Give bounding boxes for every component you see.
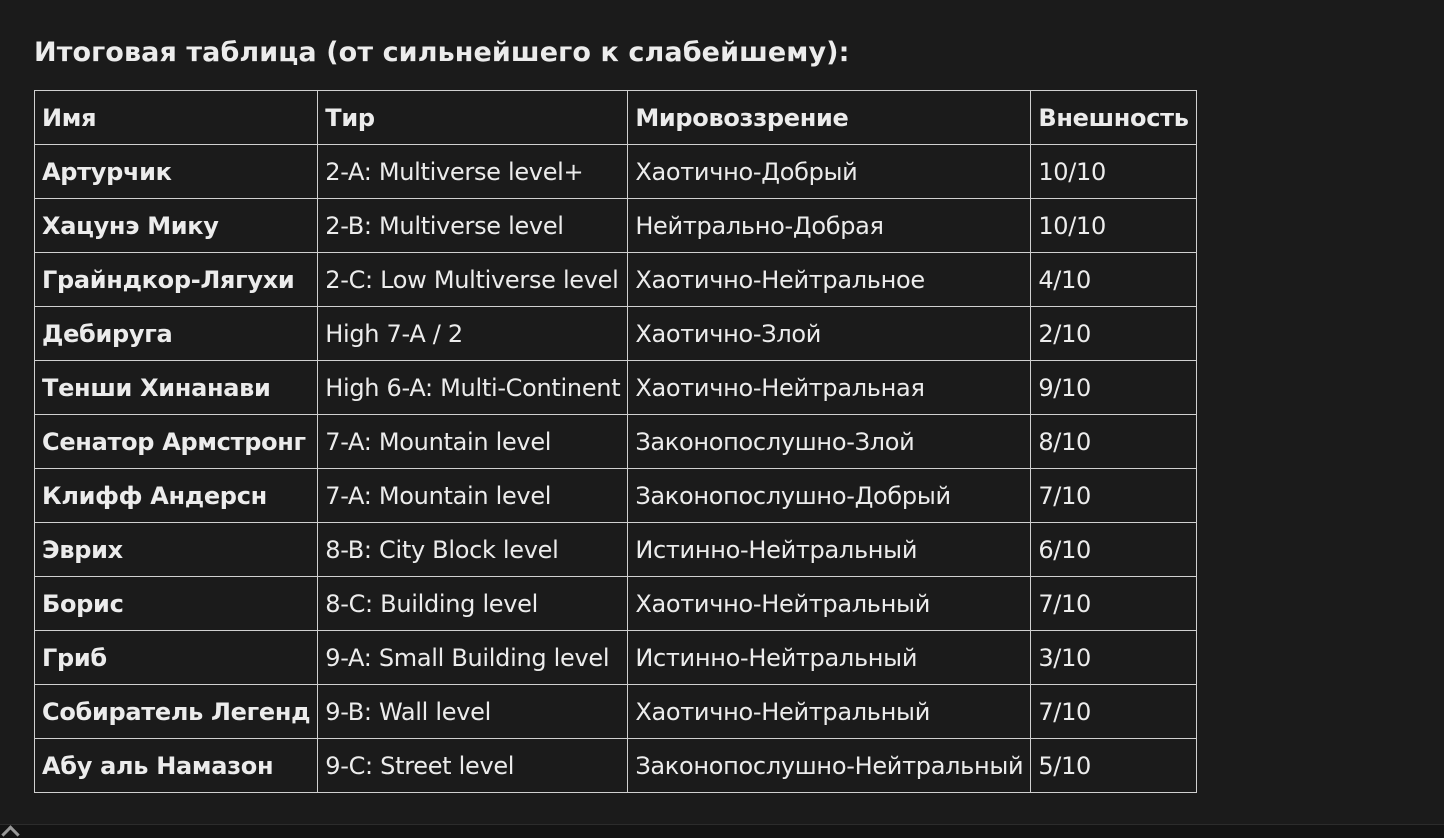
- cell-tier: 2-C: Low Multiverse level: [318, 253, 628, 307]
- cell-alignment: Законопослушно-Злой: [628, 415, 1031, 469]
- header-name: Имя: [35, 91, 318, 145]
- cell-name: Тенши Хинанави: [35, 361, 318, 415]
- table-row: [35, 415, 1197, 469]
- table-row: [35, 631, 1197, 685]
- bottom-bar: [0, 824, 1444, 838]
- header-alignment: Мировоззрение: [628, 91, 1031, 145]
- cell-name: Эврих: [35, 523, 318, 577]
- cell-appearance: 7/10: [1031, 685, 1196, 739]
- cell-alignment: Хаотично-Добрый: [628, 145, 1031, 199]
- table-row: [35, 145, 1197, 199]
- table-row: [35, 469, 1197, 523]
- cell-tier: 8-C: Building level: [318, 577, 628, 631]
- cell-name: Хацунэ Мику: [35, 199, 318, 253]
- cell-appearance: 5/10: [1031, 739, 1196, 793]
- cell-alignment: Истинно-Нейтральный: [628, 523, 1031, 577]
- table-row: [35, 685, 1197, 739]
- cell-appearance: 2/10: [1031, 307, 1196, 361]
- message-content: [34, 30, 1189, 780]
- cell-tier: 8-B: City Block level: [318, 523, 628, 577]
- cell-name: Борис: [35, 577, 318, 631]
- cell-alignment: Хаотично-Нейтральный: [628, 577, 1031, 631]
- table-row: [35, 739, 1197, 793]
- cell-name: Абу аль Намазон: [35, 739, 318, 793]
- cell-appearance: 10/10: [1031, 145, 1196, 199]
- cell-tier: 2-A: Multiverse level+: [318, 145, 628, 199]
- ranking-table: [34, 90, 1197, 793]
- cell-name: Артурчик: [35, 145, 318, 199]
- cell-name: Гриб: [35, 631, 318, 685]
- chevron-up-icon[interactable]: [1, 825, 19, 838]
- cell-tier: 9-B: Wall level: [318, 685, 628, 739]
- cell-appearance: 4/10: [1031, 253, 1196, 307]
- cell-appearance: 3/10: [1031, 631, 1196, 685]
- cell-tier: 7-A: Mountain level: [318, 415, 628, 469]
- cell-alignment: Хаотично-Нейтральная: [628, 361, 1031, 415]
- cell-name: Собиратель Легенд: [35, 685, 318, 739]
- header-tier: Тир: [318, 91, 628, 145]
- table-header-row: [35, 91, 1197, 145]
- cell-alignment: Истинно-Нейтральный: [628, 631, 1031, 685]
- cell-appearance: 10/10: [1031, 199, 1196, 253]
- cell-tier: High 7-A / 2: [318, 307, 628, 361]
- cell-appearance: 7/10: [1031, 577, 1196, 631]
- table-row: [35, 361, 1197, 415]
- cell-tier: 2-B: Multiverse level: [318, 199, 628, 253]
- table-row: [35, 253, 1197, 307]
- cell-tier: High 6-A: Multi-Continent: [318, 361, 628, 415]
- table-heading: Итоговая таблица (от сильнейшего к слабейшему):: [34, 37, 850, 68]
- cell-alignment: Хаотично-Злой: [628, 307, 1031, 361]
- cell-alignment: Нейтрально-Добрая: [628, 199, 1031, 253]
- cell-appearance: 8/10: [1031, 415, 1196, 469]
- cell-appearance: 6/10: [1031, 523, 1196, 577]
- cell-name: Клифф Андерсн: [35, 469, 318, 523]
- table-row: [35, 307, 1197, 361]
- table-row: [35, 577, 1197, 631]
- cell-alignment: Хаотично-Нейтральное: [628, 253, 1031, 307]
- cell-alignment: Хаотично-Нейтральный: [628, 685, 1031, 739]
- table-row: [35, 199, 1197, 253]
- cell-name: Сенатор Армстронг: [35, 415, 318, 469]
- cell-tier: 9-C: Street level: [318, 739, 628, 793]
- cell-appearance: 7/10: [1031, 469, 1196, 523]
- cell-appearance: 9/10: [1031, 361, 1196, 415]
- cell-tier: 7-A: Mountain level: [318, 469, 628, 523]
- cell-name: Грайндкор-Лягухи: [35, 253, 318, 307]
- table-row: [35, 523, 1197, 577]
- cell-alignment: Законопослушно-Нейтральный: [628, 739, 1031, 793]
- header-appearance: Внешность: [1031, 91, 1196, 145]
- cell-alignment: Законопослушно-Добрый: [628, 469, 1031, 523]
- cell-name: Дебируга: [35, 307, 318, 361]
- cell-tier: 9-A: Small Building level: [318, 631, 628, 685]
